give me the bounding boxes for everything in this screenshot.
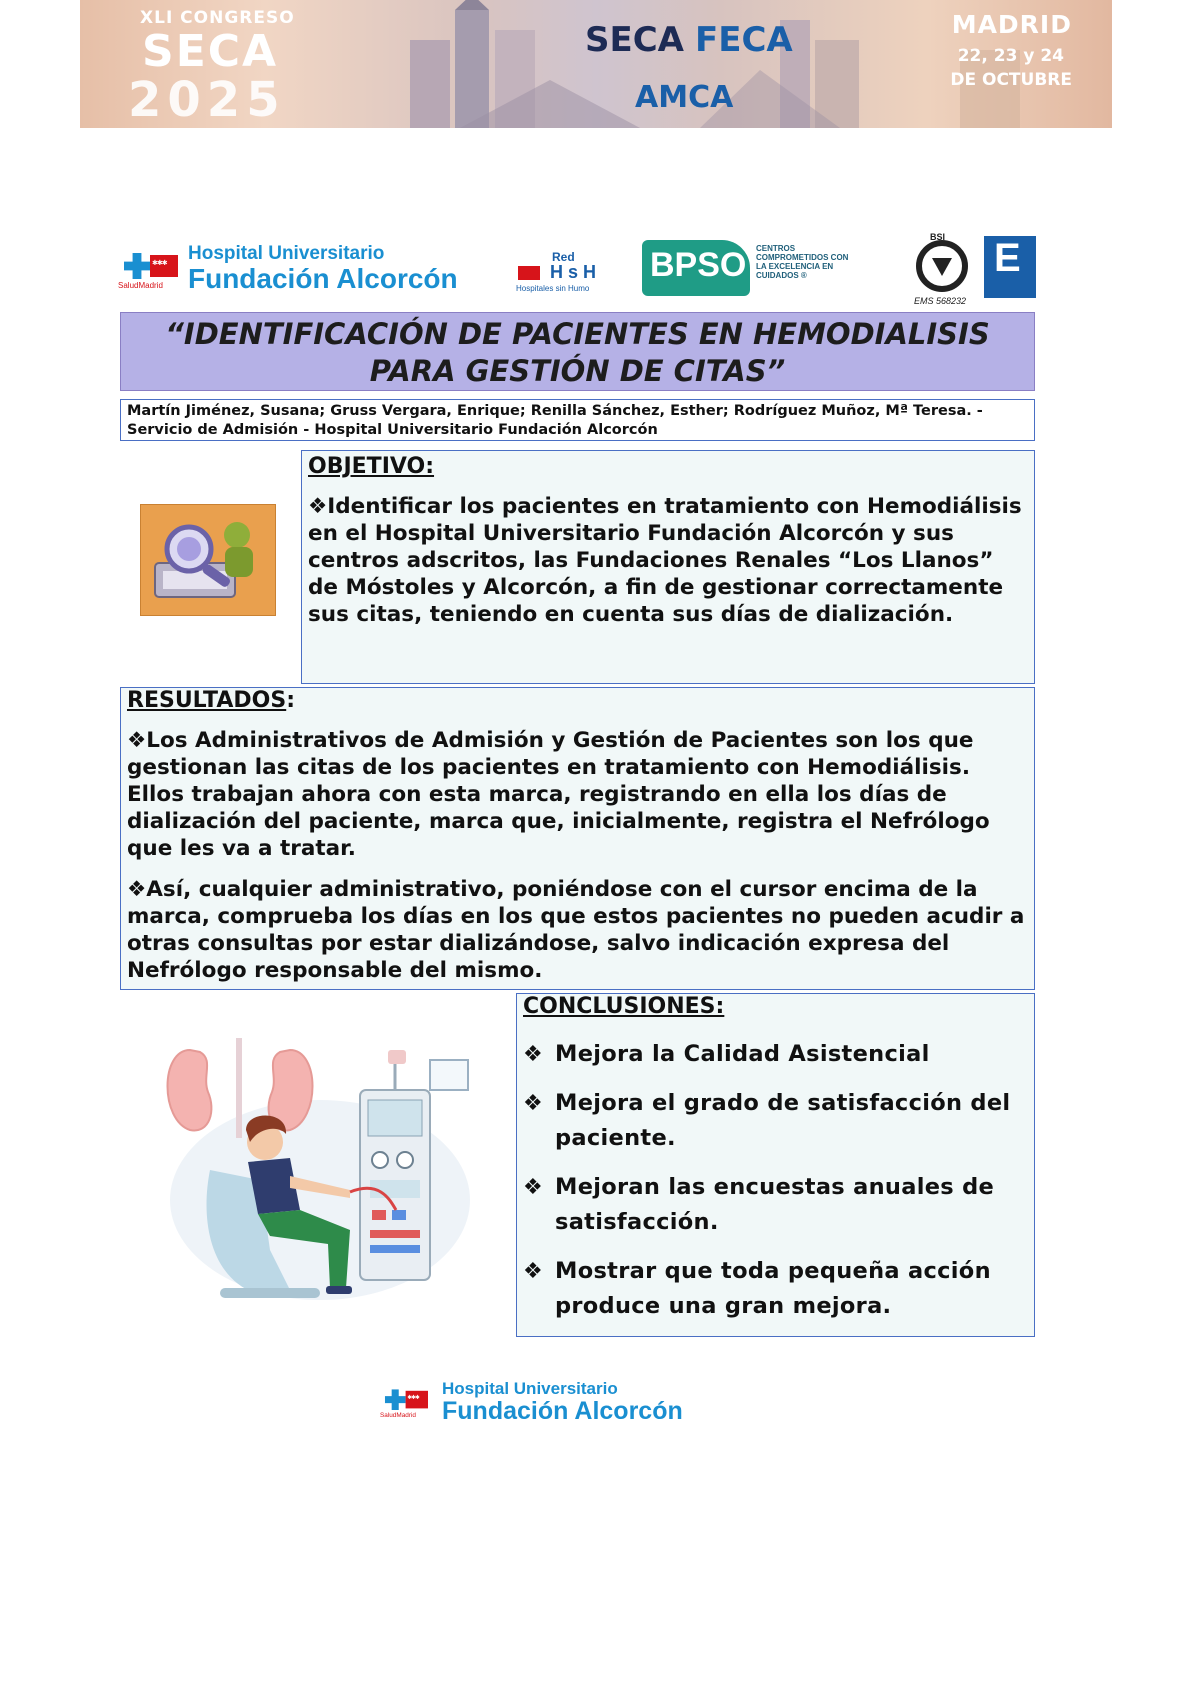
objective-text: ❖Identificar los pacientes en tratamiento con Hemodiálisis en el Hospital Universitario Fundación Alcorcón y sus centros adscritos, las Fundaciones Renales “Los Llanos” de Móstoles y Alcorcón, a fin de gestionar correctamente sus citas, teniendo en cuenta sus días de dialización. bbox=[308, 494, 1022, 627]
conclusion-text: Mejora el grado de satisfacción del paciente. bbox=[555, 1090, 1011, 1151]
hemodialysis-patient-illustration bbox=[150, 1030, 510, 1320]
poster-title bbox=[120, 312, 1035, 391]
conclusions-heading: CONCLUSIONES: bbox=[523, 994, 725, 1019]
title-line-1: “IDENTIFICACIÓN DE PACIENTES EN HEMODIALISIS bbox=[165, 317, 990, 351]
feca-logo: FECA bbox=[695, 20, 793, 60]
congress-dates: 22, 23 y 24 bbox=[957, 46, 1064, 66]
title-line-2: PARA GESTIÓN DE CITAS” bbox=[369, 354, 786, 388]
results-section bbox=[120, 687, 1035, 990]
congress-banner bbox=[80, 0, 1112, 128]
conclusion-text: Mejora la Calidad Asistencial bbox=[555, 1041, 930, 1067]
seca-logo: SECA bbox=[585, 20, 684, 60]
footer-hospital-logo bbox=[380, 1380, 683, 1424]
salud-madrid-emblem: ✱✱✱ SaludMadrid bbox=[118, 247, 180, 291]
results-paragraph-2: ❖Así, cualquier administrativo, poniéndose con el cursor encima de la marca, comprueba los días en los que estos pacientes no pueden acudir a otras consultas por estar dializándose, salvo indicación expresa del Nefrólogo responsable del mismo. bbox=[127, 877, 1025, 983]
bpso-logo: BPSO bbox=[642, 240, 750, 296]
conclusion-text: Mostrar que toda pequeña acción produce una gran mejora. bbox=[555, 1258, 991, 1319]
diamond-bullet-icon: ❖ bbox=[523, 1175, 543, 1200]
congress-month: DE OCTUBRE bbox=[950, 70, 1072, 90]
conclusion-item bbox=[523, 1037, 1028, 1072]
diamond-bullet-icon: ❖ bbox=[523, 1091, 543, 1116]
diamond-bullet-icon: ❖ bbox=[523, 1259, 543, 1284]
hospital-logo-line1: Hospital Universitario bbox=[188, 243, 385, 264]
bsi-certification-logo: BSI EMS 568232 bbox=[914, 232, 967, 306]
authors-affiliation: Martín Jiménez, Susana; Gruss Vergara, Enrique; Renilla Sánchez, Esther; Rodríguez Muñoz, Mª Teresa. - Servicio de Admisión - Hospital Universitario Fundación Alcorcón bbox=[120, 399, 1035, 441]
bpso-tagline: CENTROS COMPROMETIDOS CON LA EXCELENCIA EN CUIDADOS ® bbox=[756, 244, 849, 280]
hospital-logo-line2: Fundación Alcorcón bbox=[188, 263, 458, 294]
conclusions-section bbox=[516, 993, 1035, 1337]
congress-name: SECA bbox=[142, 26, 279, 77]
congress-year: 2025 bbox=[128, 72, 286, 128]
footer-logo-line1: Hospital Universitario bbox=[442, 1379, 618, 1398]
hospital-logo bbox=[118, 244, 458, 294]
results-heading-colon: : bbox=[286, 688, 296, 713]
footer-logo-line2: Fundación Alcorcón bbox=[442, 1397, 683, 1425]
conclusion-item bbox=[523, 1254, 1028, 1324]
amca-logo: AMCA bbox=[635, 80, 734, 115]
red-hsh-logo: Red H s H Hospitales sin Humo bbox=[516, 250, 597, 293]
salud-madrid-emblem: ✱✱✱ SaludMadrid bbox=[380, 1384, 430, 1419]
european-excellence-logo: E bbox=[984, 236, 1036, 298]
congress-city: MADRID bbox=[951, 10, 1072, 39]
conclusion-item bbox=[523, 1170, 1028, 1240]
objective-section bbox=[301, 450, 1035, 684]
results-heading: RESULTADOS bbox=[127, 688, 287, 713]
results-paragraph-1: ❖Los Administrativos de Admisión y Gestión de Pacientes son los que gestionan las citas de los pacientes en tratamiento con Hemodiálisis. Ellos trabajan ahora con esta marca, registrando en ella los días de dialización del paciente, marca que, inicialmente, registra el Nefrólogo que les va a tratar. bbox=[127, 728, 990, 861]
congress-edition: XLI CONGRESO bbox=[140, 8, 295, 28]
conclusion-text: Mejoran las encuestas anuales de satisfacción. bbox=[555, 1174, 995, 1235]
patient-search-icon bbox=[140, 504, 276, 616]
conclusion-item bbox=[523, 1086, 1028, 1156]
diamond-bullet-icon: ❖ bbox=[523, 1042, 543, 1067]
objective-heading: OBJETIVO: bbox=[308, 454, 435, 479]
